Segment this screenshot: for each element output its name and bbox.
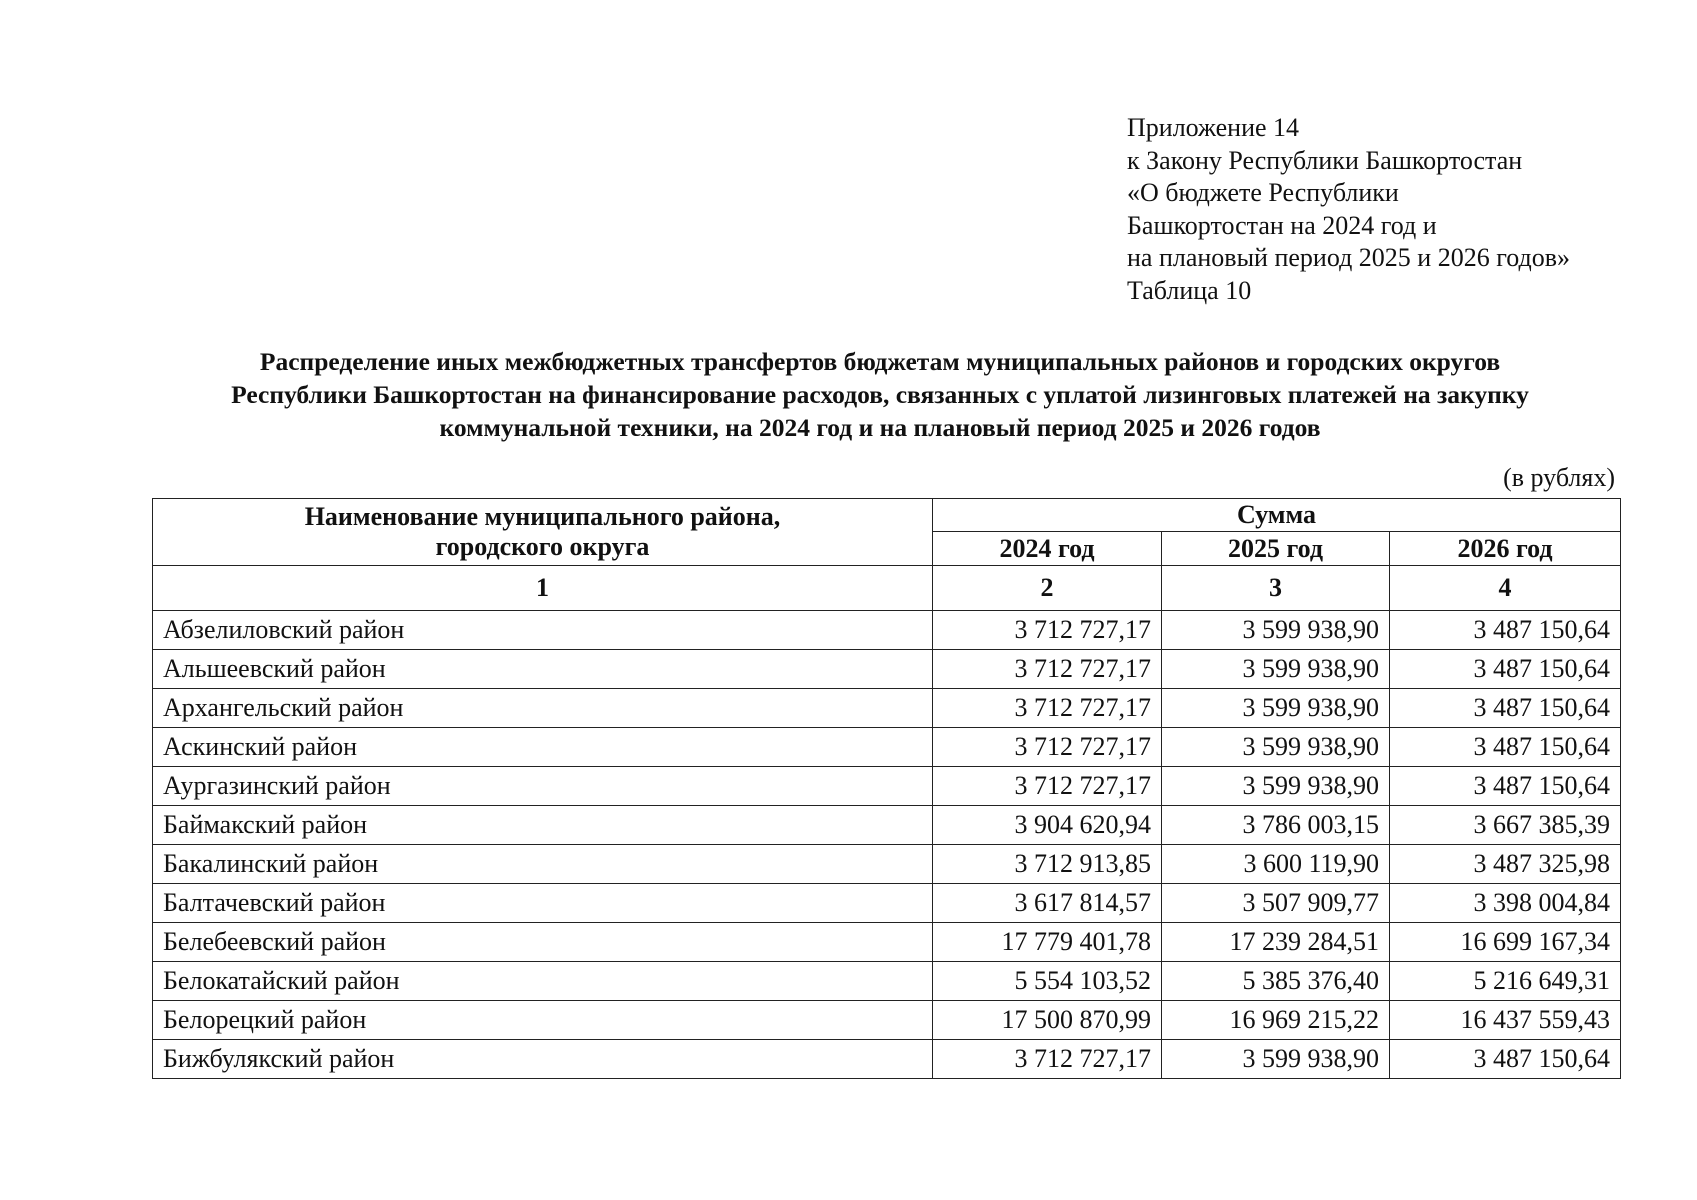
column-number: 2 xyxy=(933,566,1162,611)
amount-2024: 3 712 727,17 xyxy=(933,611,1162,650)
amount-2026: 3 487 325,98 xyxy=(1390,845,1621,884)
document-title xyxy=(140,345,1620,444)
district-name: Белокатайский район xyxy=(153,962,933,1001)
appendix-line: на плановый период 2025 и 2026 годов» xyxy=(1127,243,1570,272)
header-name: Наименование муниципального района, городского округа xyxy=(153,499,933,566)
amount-2024: 17 500 870,99 xyxy=(933,1001,1162,1040)
amount-2024: 3 712 727,17 xyxy=(933,689,1162,728)
amount-2024: 17 779 401,78 xyxy=(933,923,1162,962)
amount-2025: 3 599 938,90 xyxy=(1162,728,1390,767)
column-number: 3 xyxy=(1162,566,1390,611)
table-row xyxy=(153,845,1621,884)
district-name: Бижбулякский район xyxy=(153,1040,933,1079)
header-sum: Сумма xyxy=(933,499,1621,532)
amount-2024: 3 712 727,17 xyxy=(933,1040,1162,1079)
amount-2025: 3 600 119,90 xyxy=(1162,845,1390,884)
amount-2025: 5 385 376,40 xyxy=(1162,962,1390,1001)
district-name: Баймакский район xyxy=(153,806,933,845)
header-year-2025: 2025 год xyxy=(1162,532,1390,566)
title-line: Распределение иных межбюджетных трансфертов бюджетам муниципальных районов и городских округов xyxy=(259,347,1501,376)
amount-2026: 5 216 649,31 xyxy=(1390,962,1621,1001)
amount-2025: 16 969 215,22 xyxy=(1162,1001,1390,1040)
district-name: Бакалинский район xyxy=(153,845,933,884)
table-row xyxy=(153,884,1621,923)
table-row xyxy=(153,962,1621,1001)
table-row xyxy=(153,923,1621,962)
amount-2026: 3 487 150,64 xyxy=(1390,650,1621,689)
amount-2025: 3 599 938,90 xyxy=(1162,689,1390,728)
district-name: Белорецкий район xyxy=(153,1001,933,1040)
column-numbers-row xyxy=(153,566,1621,611)
amount-2026: 3 487 150,64 xyxy=(1390,1040,1621,1079)
district-name: Абзелиловский район xyxy=(153,611,933,650)
appendix-line: к Закону Республики Башкортостан xyxy=(1127,145,1523,175)
amount-2025: 3 786 003,15 xyxy=(1162,806,1390,845)
amount-2025: 3 599 938,90 xyxy=(1162,767,1390,806)
column-number: 1 xyxy=(153,566,933,611)
amount-2026: 3 487 150,64 xyxy=(1390,728,1621,767)
amount-2025: 3 599 938,90 xyxy=(1162,611,1390,650)
units-note: (в рублях) xyxy=(1503,463,1615,492)
table-row xyxy=(153,689,1621,728)
table-row xyxy=(153,806,1621,845)
amount-2025: 3 599 938,90 xyxy=(1162,650,1390,689)
amount-2026: 3 487 150,64 xyxy=(1390,611,1621,650)
table-row xyxy=(153,728,1621,767)
title-line: коммунальной техники, на 2024 год и на плановый период 2025 и 2026 годов xyxy=(439,413,1321,442)
amount-2026: 3 667 385,39 xyxy=(1390,806,1621,845)
transfers-table xyxy=(152,498,1621,1079)
amount-2024: 3 904 620,94 xyxy=(933,806,1162,845)
amount-2025: 3 599 938,90 xyxy=(1162,1040,1390,1079)
appendix-line: Башкортостан на 2024 год и xyxy=(1127,210,1437,240)
district-name: Альшеевский район xyxy=(153,650,933,689)
amount-2026: 16 437 559,43 xyxy=(1390,1001,1621,1040)
amount-2024: 3 712 727,17 xyxy=(933,767,1162,806)
table-row xyxy=(153,611,1621,650)
district-name: Аургазинский район xyxy=(153,767,933,806)
amount-2024: 3 712 727,17 xyxy=(933,650,1162,689)
amount-2026: 3 487 150,64 xyxy=(1390,767,1621,806)
amount-2025: 17 239 284,51 xyxy=(1162,923,1390,962)
district-name: Архангельский район xyxy=(153,689,933,728)
appendix-line: Таблица 10 xyxy=(1127,275,1252,305)
table-row xyxy=(153,1001,1621,1040)
table-row xyxy=(153,1040,1621,1079)
title-line: Республики Башкортостан на финансирование расходов, связанных с уплатой лизинговых платежей на закупку xyxy=(231,380,1529,409)
amount-2026: 16 699 167,34 xyxy=(1390,923,1621,962)
district-name: Балтачевский район xyxy=(153,884,933,923)
amount-2026: 3 487 150,64 xyxy=(1390,689,1621,728)
amount-2024: 5 554 103,52 xyxy=(933,962,1162,1001)
district-name: Аскинский район xyxy=(153,728,933,767)
amount-2026: 3 398 004,84 xyxy=(1390,884,1621,923)
amount-2024: 3 712 727,17 xyxy=(933,728,1162,767)
appendix-block xyxy=(1127,112,1570,307)
table-row xyxy=(153,767,1621,806)
column-number: 4 xyxy=(1390,566,1621,611)
header-year-2026: 2026 год xyxy=(1390,532,1621,566)
amount-2024: 3 617 814,57 xyxy=(933,884,1162,923)
amount-2024: 3 712 913,85 xyxy=(933,845,1162,884)
district-name: Белебеевский район xyxy=(153,923,933,962)
table-row xyxy=(153,650,1621,689)
header-year-2024: 2024 год xyxy=(933,532,1162,566)
appendix-line: «О бюджете Республики xyxy=(1127,178,1399,207)
header-row xyxy=(153,499,1621,532)
amount-2025: 3 507 909,77 xyxy=(1162,884,1390,923)
appendix-line: Приложение 14 xyxy=(1127,113,1300,142)
